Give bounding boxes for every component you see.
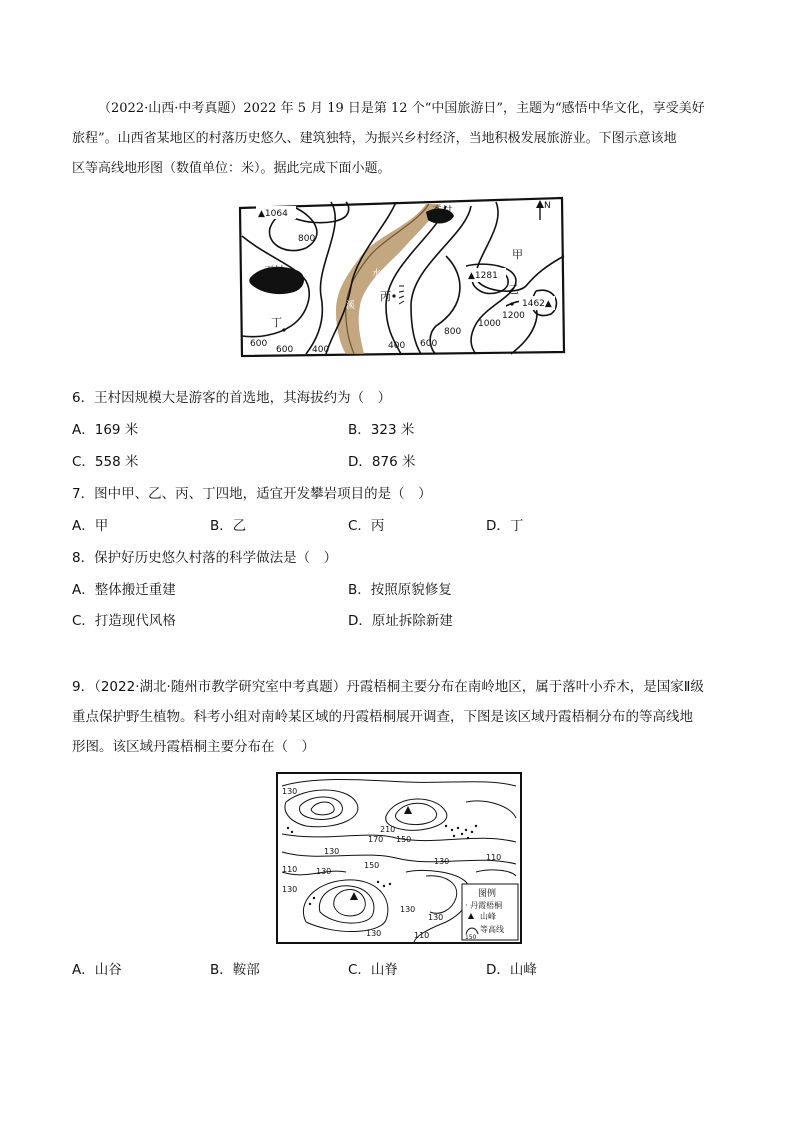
- contour-150-label-a: 150: [396, 835, 412, 844]
- q8-option-a[interactable]: A．整体搬迁重建: [72, 582, 176, 598]
- legend-contour: 等高线: [480, 925, 504, 934]
- contour-130-label-c: 130: [434, 857, 450, 866]
- q8-option-d[interactable]: D．原址拆除新建: [348, 613, 453, 629]
- passage-1: [72, 94, 724, 184]
- contour-map-shanxi: [236, 196, 568, 358]
- licun-label: 李村: [432, 206, 452, 217]
- contour-130-label-g: 130: [428, 913, 444, 922]
- north-label: N: [544, 201, 551, 211]
- peak-1064-label: ▲1064: [258, 209, 288, 219]
- q7-option-d[interactable]: D．丁: [486, 518, 524, 534]
- peak-1281-label: ▲1281: [468, 271, 498, 281]
- q7-option-b[interactable]: B．乙: [210, 518, 247, 534]
- contour-130-label-a: 130: [282, 787, 298, 796]
- contour-600-label-b: 600: [276, 345, 294, 355]
- q8-option-c[interactable]: C．打造现代风格: [72, 613, 176, 629]
- yi-label: 乙: [508, 283, 519, 296]
- contour-400-label-b: 400: [388, 341, 406, 351]
- contour-130-label-d: 130: [316, 867, 332, 876]
- contour-170-label: 170: [368, 835, 384, 844]
- passage-2-line-3: 形图。该区域丹霞梧桐主要分布在（ ）: [72, 739, 315, 755]
- q9-option-a[interactable]: A．山谷: [72, 962, 122, 978]
- passage-2: [72, 672, 724, 762]
- q6-option-d[interactable]: D．876 米: [348, 454, 416, 470]
- q8-option-b[interactable]: B．按照原貌修复: [348, 582, 452, 598]
- contour-1200-label: 1200: [502, 311, 525, 321]
- q9-option-c[interactable]: C．山脊: [348, 962, 398, 978]
- jia-label: 甲: [512, 248, 523, 261]
- legend-peak: 山峰: [480, 912, 496, 921]
- passage-2-line-2: 重点保护野生植物。科考小组对南岭某区域的丹霞梧桐展开调查，下图是该区域丹霞梧桐分布的等高线地: [72, 709, 693, 725]
- passage-2-line-1: 9．（2022·湖北·随州市教学研究室中考真题）丹霞梧桐主要分布在南岭地区，属于落叶小乔木，是国家Ⅱ级: [72, 679, 704, 695]
- contour-400-label-a: 400: [312, 345, 330, 355]
- legend-contour-value: 150: [465, 934, 477, 941]
- q7-option-a[interactable]: A．甲: [72, 518, 109, 534]
- legend-title: 图例: [478, 889, 497, 899]
- legend-tree: · 丹霞梧桐: [465, 901, 503, 910]
- valley-label: 溪: [346, 301, 356, 311]
- peak-1462-label: 1462▲: [522, 299, 552, 309]
- contour-130-label-h: 130: [400, 905, 416, 914]
- question-7: 7．图中甲、乙、丙、丁四地，适宜开发攀岩项目的是（ ）: [72, 486, 432, 502]
- contour-110-label-c: 110: [414, 931, 430, 940]
- q6-option-a[interactable]: A．169 米: [72, 422, 139, 438]
- contour-110-label-a: 110: [282, 865, 298, 874]
- contour-600-label-c: 600: [420, 339, 438, 349]
- q6-option-b[interactable]: B．323 米: [348, 422, 415, 438]
- contour-150-label-b: 150: [364, 861, 380, 870]
- bing-label: 丙: [380, 290, 391, 303]
- contour-130-label-f: 130: [366, 929, 382, 938]
- river-label: 水: [372, 269, 382, 279]
- question-8: 8．保护好历史悠久村落的科学做法是（ ）: [72, 550, 338, 566]
- q6-option-c[interactable]: C．558 米: [72, 454, 139, 470]
- passage-1-line-1: （2022·山西·中考真题）2022 年 5 月 19 日是第 12 个“中国旅游日”，主题为“感悟中华文化，享受美好: [98, 101, 705, 116]
- contour-110-label-b: 110: [486, 853, 502, 862]
- wangcun-label: 王村: [264, 266, 284, 277]
- passage-1-line-2: 旅程”。山西省某地区的村落历史悠久、建筑独特，为振兴乡村经济，当地积极发展旅游业。下图示意该地: [72, 131, 677, 146]
- passage-1-line-3: 区等高线地形图（数值单位：米）。据此完成下面小题。: [72, 161, 391, 176]
- q7-option-c[interactable]: C．丙: [348, 518, 385, 534]
- contour-800-label: 800: [298, 234, 316, 244]
- map-legend: [462, 884, 518, 941]
- contour-map-nanling: [276, 772, 522, 946]
- contour-800-label-b: 800: [444, 327, 462, 337]
- contour-600-label-a: 600: [250, 339, 268, 349]
- q9-option-d[interactable]: D．山峰: [486, 962, 537, 978]
- ding-label: 丁: [271, 316, 282, 329]
- contour-130-label-b: 130: [324, 847, 340, 856]
- contour-210-label: 210: [380, 825, 396, 834]
- q9-option-b[interactable]: B．鞍部: [210, 962, 260, 978]
- contour-1000-label: 1000: [478, 319, 501, 329]
- question-6: 6．王村因规模大是游客的首选地，其海拔约为（ ）: [72, 390, 392, 406]
- contour-130-label-e: 130: [282, 885, 298, 894]
